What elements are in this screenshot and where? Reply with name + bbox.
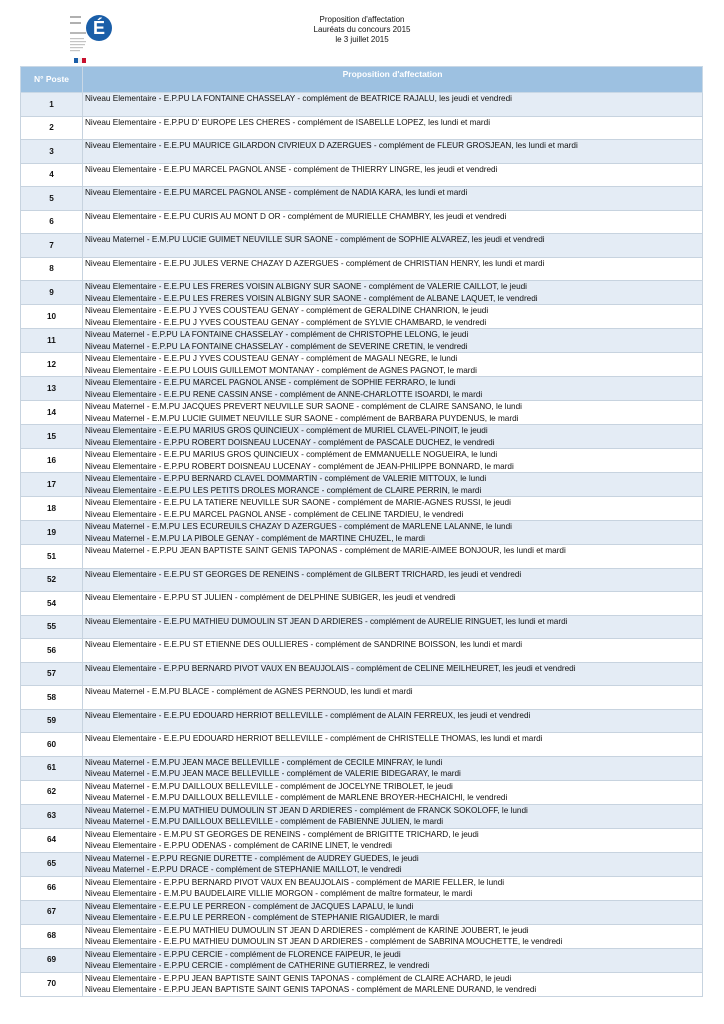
poste-number: 70 (21, 972, 83, 996)
proposition-line: Niveau Elementaire - E.M.PU ST GEORGES DE RENEINS - complément de BRIGITTE TRICHARD, le jeudi (85, 829, 479, 839)
proposition-line: Niveau Elementaire - E.E.PU MARCEL PAGNOL ANSE - complément de SOPHIE FERRARO, le lundi (85, 378, 456, 387)
table-row (21, 281, 703, 305)
proposition-cell (83, 353, 703, 377)
poste-number: 64 (21, 828, 83, 852)
table-row (21, 449, 703, 473)
proposition-line: Niveau Elementaire - E.E.PU RENE CASSIN ANSE - complément de ANNE-CHARLOTTE ISOARDI, le mardi (85, 389, 483, 399)
proposition-line: Niveau Elementaire - E.E.PU MATHIEU DUMOULIN ST JEAN D ARDIERES - complément de AURELIE RINGUET, les lundi et mardi (85, 616, 568, 626)
poste-number: 56 (21, 639, 83, 663)
poste-number: 3 (21, 140, 83, 164)
proposition-line: Niveau Elementaire - E.P.PU BERNARD CLAVEL DOMMARTIN - complément de VALERIE MITTOUX, le lundi (85, 474, 487, 483)
proposition-cell (83, 568, 703, 592)
document-header (0, 15, 724, 45)
table-row (21, 733, 703, 757)
proposition-line: Niveau Elementaire - E.E.PU ST GEORGES DE RENEINS - complément de GILBERT TRICHARD, les jeudi et vendredi (85, 569, 522, 579)
table-row (21, 615, 703, 639)
proposition-cell (83, 852, 703, 876)
proposition-line: Niveau Elementaire - E.E.PU MARCEL PAGNOL ANSE - complément de THIERRY LINGRE, les jeudi et vendredi (85, 164, 498, 174)
proposition-line: Niveau Elementaire - E.P.PU JEAN BAPTISTE SAINT GENIS TAPONAS - complément de MARLENE DURAND, le vendredi (85, 985, 537, 994)
proposition-line: Niveau Elementaire - E.E.PU LES FRERES VOISIN ALBIGNY SUR SAONE - complément de VALERIE CAILLOT, le jeudi (85, 282, 527, 291)
proposition-line: Niveau Maternel - E.P.PU LA FONTAINE CHASSELAY - complément de CHRISTOPHE LELONG, le jeudi (85, 330, 469, 339)
poste-number: 65 (21, 852, 83, 876)
table-row (21, 497, 703, 521)
poste-number: 17 (21, 473, 83, 497)
column-header-num-poste: N° Poste (21, 67, 83, 93)
proposition-cell (83, 210, 703, 234)
document-date: le 3 juillet 2015 (335, 35, 389, 44)
proposition-cell (83, 639, 703, 663)
table-row (21, 924, 703, 948)
poste-number: 8 (21, 257, 83, 281)
poste-number: 62 (21, 780, 83, 804)
table-row (21, 353, 703, 377)
poste-number: 6 (21, 210, 83, 234)
table-row (21, 473, 703, 497)
proposition-cell (83, 828, 703, 852)
poste-number: 15 (21, 425, 83, 449)
proposition-line: Niveau Elementaire - E.E.PU LA TATIERE NEUVILLE SUR SAONE - complément de MARIE-AGNES RUSSI, le jeudi (85, 498, 511, 507)
proposition-line: Niveau Elementaire - E.E.PU J YVES COUSTEAU GENAY - complément de MAGALI NEGRE, le lundi (85, 354, 458, 363)
table-row (21, 257, 703, 281)
proposition-cell (83, 545, 703, 569)
proposition-line: Niveau Elementaire - E.E.PU EDOUARD HERRIOT BELLEVILLE - complément de CHRISTELLE THOMAS, les lundi et mardi (85, 734, 543, 743)
proposition-line: Niveau Maternel - E.M.PU DAILLOUX BELLEVILLE - complément de MARLENE BROYER-HECHAICHI, le vendredi (85, 793, 508, 802)
poste-number: 60 (21, 733, 83, 757)
poste-number: 58 (21, 686, 83, 710)
document-subtitle: Lauréats du concours 2015 (313, 25, 411, 34)
table-row (21, 187, 703, 211)
proposition-cell (83, 140, 703, 164)
document-title: Proposition d'affectation (319, 15, 405, 24)
table-row (21, 377, 703, 401)
proposition-line: Niveau Elementaire - E.E.PU ST ETIENNE DES OULLIERES - complément de SANDRINE BOISSON, les lundi et mardi (85, 640, 523, 649)
proposition-line: Niveau Elementaire - E.P.PU ST JULIEN - complément de DELPHINE SUBIGER, les jeudi et vendredi (85, 593, 456, 602)
proposition-cell (83, 900, 703, 924)
proposition-line: Niveau Elementaire - E.E.PU LOUIS GUILLEMOT MONTANAY - complément de AGNES PAGNOT, le mardi (85, 365, 477, 375)
table-row (21, 639, 703, 663)
proposition-line: Niveau Elementaire - E.M.PU BAUDELAIRE VILLIE MORGON - complément de maître formateur, le mardi (85, 889, 473, 898)
proposition-line: Niveau Maternel - E.M.PU LUCIE GUIMET NEUVILLE SUR SAONE - complément de SOPHIE ALVAREZ, les jeudi et vendredi (85, 235, 545, 244)
proposition-line: Niveau Elementaire - E.E.PU J YVES COUSTEAU GENAY - complément de SYLVIE CHAMBARD, le vendredi (85, 317, 487, 327)
proposition-cell (83, 686, 703, 710)
table-row (21, 900, 703, 924)
table-row (21, 234, 703, 258)
proposition-line: Niveau Elementaire - E.E.PU CURIS AU MONT D OR - complément de MURIELLE CHAMBRY, les jeudi et vendredi (85, 211, 507, 221)
proposition-cell (83, 234, 703, 258)
proposition-line: Niveau Elementaire - E.E.PU MATHIEU DUMOULIN ST JEAN D ARDIERES - complément de KARINE JOUBERT, le jeudi (85, 925, 529, 935)
proposition-cell (83, 449, 703, 473)
table-row (21, 329, 703, 353)
proposition-line: Niveau Elementaire - E.E.PU JULES VERNE CHAZAY D AZERGUES - complément de CHRISTIAN HENRY, les lundi et mardi (85, 258, 545, 268)
poste-number: 55 (21, 615, 83, 639)
poste-number: 51 (21, 545, 83, 569)
table-row (21, 756, 703, 780)
table-row (21, 828, 703, 852)
poste-number: 16 (21, 449, 83, 473)
proposition-cell (83, 329, 703, 353)
proposition-cell (83, 733, 703, 757)
proposition-line: Niveau Elementaire - E.P.PU LA FONTAINE CHASSELAY - complément de BEATRICE RAJALU, les jeudi et vendredi (85, 94, 512, 103)
proposition-cell (83, 804, 703, 828)
proposition-line: Niveau Elementaire - E.P.PU D' EUROPE LES CHERES - complément de ISABELLE LOPEZ, les lundi et mardi (85, 117, 491, 127)
proposition-line: Niveau Elementaire - E.E.PU MARCEL PAGNOL ANSE - complément de NADIA KARA, les lundi et mardi (85, 188, 468, 197)
proposition-line: Niveau Maternel - E.M.PU DAILLOUX BELLEVILLE - complément de JOCELYNE TRIBOLET, le jeudi (85, 781, 453, 791)
proposition-line: Niveau Elementaire - E.E.PU MARCEL PAGNOL ANSE - complément de CELINE TARDIEU, le vendredi (85, 509, 464, 519)
proposition-cell (83, 281, 703, 305)
poste-number: 4 (21, 163, 83, 187)
table-row (21, 780, 703, 804)
table-row (21, 852, 703, 876)
proposition-line: Niveau Elementaire - E.E.PU EDOUARD HERRIOT BELLEVILLE - complément de ALAIN FERREUX, les jeudi et vendredi (85, 710, 531, 720)
proposition-cell (83, 521, 703, 545)
poste-number: 1 (21, 93, 83, 117)
table-row (21, 545, 703, 569)
table-row (21, 210, 703, 234)
proposition-cell (83, 93, 703, 117)
proposition-line: Niveau Elementaire - E.E.PU LES PETITS DROLES MORANCE - complément de CLAIRE PERRIN, le mardi (85, 485, 482, 495)
proposition-cell (83, 709, 703, 733)
svg-text:É: É (92, 18, 106, 38)
table-row (21, 686, 703, 710)
poste-number: 68 (21, 924, 83, 948)
proposition-line: Niveau Maternel - E.M.PU MATHIEU DUMOULIN ST JEAN D ARDIERES - complément de FRANCK SOKOLOFF, le lundi (85, 805, 528, 815)
proposition-line: Niveau Elementaire - E.P.PU JEAN BAPTISTE SAINT GENIS TAPONAS - complément de CLAIRE ACHARD, le jeudi (85, 973, 512, 983)
proposition-line: Niveau Maternel - E.M.PU LA PIBOLE GENAY - complément de MARTINE CHUZEL, le mardi (85, 533, 425, 543)
table-row (21, 948, 703, 972)
proposition-cell (83, 163, 703, 187)
proposition-cell (83, 257, 703, 281)
proposition-line: Niveau Elementaire - E.E.PU J YVES COUSTEAU GENAY - complément de GERALDINE CHANRION, le jeudi (85, 306, 489, 315)
proposition-cell (83, 401, 703, 425)
proposition-line: Niveau Elementaire - E.P.PU BERNARD PIVOT VAUX EN BEAUJOLAIS - complément de MARIE FELLER, le lundi (85, 877, 505, 887)
proposition-line: Niveau Maternel - E.P.PU REGNIE DURETTE - complément de AUDREY GUEDES, le jeudi (85, 853, 419, 863)
proposition-line: Niveau Elementaire - E.P.PU CERCIE - complément de FLORENCE FAIPEUR, le jeudi (85, 949, 401, 959)
proposition-cell (83, 780, 703, 804)
table-row (21, 305, 703, 329)
proposition-line: Niveau Maternel - E.M.PU LES ECUREUILS CHAZAY D AZERGUES - complément de MARLENE LALANNE, le lundi (85, 522, 512, 531)
table-row (21, 592, 703, 616)
poste-number: 57 (21, 662, 83, 686)
poste-number: 67 (21, 900, 83, 924)
proposition-line: Niveau Elementaire - E.E.PU LE PERREON - complément de STEPHANIE RIGAUDIER, le mardi (85, 913, 439, 922)
proposition-cell (83, 972, 703, 996)
poste-number: 14 (21, 401, 83, 425)
proposition-line: Niveau Elementaire - E.E.PU MAURICE GILARDON CIVRIEUX D AZERGUES - complément de FLEUR GROSJEAN, les lundi et mardi (85, 141, 578, 150)
proposition-cell (83, 187, 703, 211)
poste-number: 11 (21, 329, 83, 353)
proposition-line: Niveau Elementaire - E.E.PU MARIUS GROS QUINCIEUX - complément de EMMANUELLE NOGUEIRA, le lundi (85, 450, 498, 459)
proposition-cell (83, 116, 703, 140)
poste-number: 13 (21, 377, 83, 401)
poste-number: 5 (21, 187, 83, 211)
proposition-line: Niveau Maternel - E.P.PU JEAN BAPTISTE SAINT GENIS TAPONAS - complément de MARIE-AIMEE BONJOUR, les lundi et mardi (85, 546, 566, 555)
proposition-line: Niveau Maternel - E.M.PU JACQUES PREVERT NEUVILLE SUR SAONE - complément de CLAIRE SANSANO, le lundi (85, 402, 522, 411)
proposition-cell (83, 876, 703, 900)
poste-number: 12 (21, 353, 83, 377)
table-row (21, 662, 703, 686)
proposition-line: Niveau Elementaire - E.P.PU ROBERT DOISNEAU LUCENAY - complément de JEAN-PHILIPPE BONNARD, le mardi (85, 461, 514, 471)
proposition-cell (83, 592, 703, 616)
table-row (21, 401, 703, 425)
poste-number: 19 (21, 521, 83, 545)
proposition-cell (83, 662, 703, 686)
proposition-cell (83, 948, 703, 972)
proposition-line: Niveau Elementaire - E.P.PU ROBERT DOISNEAU LUCENAY - complément de PASCALE DUCHEZ, le vendredi (85, 437, 495, 447)
table-row (21, 163, 703, 187)
table-row (21, 804, 703, 828)
table-header-row (21, 67, 703, 93)
proposition-line: Niveau Maternel - E.M.PU JEAN MACE BELLEVILLE - complément de VALERIE BIDEGARAY, le mardi (85, 769, 461, 778)
proposition-cell (83, 497, 703, 521)
proposition-cell (83, 615, 703, 639)
table-row (21, 116, 703, 140)
proposition-line: Niveau Maternel - E.M.PU DAILLOUX BELLEVILLE - complément de FABIENNE JULIEN, le mardi (85, 817, 444, 826)
proposition-line: Niveau Elementaire - E.E.PU LES FRERES VOISIN ALBIGNY SUR SAONE - complément de ALBANE LAQUET, le vendredi (85, 293, 538, 303)
table-row (21, 140, 703, 164)
proposition-cell (83, 473, 703, 497)
proposition-line: Niveau Maternel - E.M.PU BLACE - complément de AGNES PERNOUD, les lundi et mardi (85, 687, 413, 696)
poste-number: 18 (21, 497, 83, 521)
proposition-line: Niveau Maternel - E.P.PU LA FONTAINE CHASSELAY - complément de SEVERINE CRETIN, le vendredi (85, 341, 468, 351)
proposition-cell (83, 756, 703, 780)
proposition-line: Niveau Elementaire - E.P.PU BERNARD PIVOT VAUX EN BEAUJOLAIS - complément de CELINE MEILHEURET, les jeudi et vendredi (85, 663, 576, 673)
affectation-table (20, 66, 703, 997)
proposition-line: Niveau Elementaire - E.E.PU LE PERREON - complément de JACQUES LAPALU, le lundi (85, 901, 414, 911)
proposition-line: Niveau Maternel - E.M.PU LUCIE GUIMET NEUVILLE SUR SAONE - complément de BARBARA PUYDENUS, le mardi (85, 413, 519, 423)
table-row (21, 93, 703, 117)
poste-number: 10 (21, 305, 83, 329)
poste-number: 2 (21, 116, 83, 140)
table-row (21, 568, 703, 592)
proposition-line: Niveau Maternel - E.M.PU JEAN MACE BELLEVILLE - complément de CECILE MINFRAY, le lundi (85, 757, 443, 767)
proposition-line: Niveau Elementaire - E.E.PU MATHIEU DUMOULIN ST JEAN D ARDIERES - complément de SABRINA MOUCHETTE, le vendredi (85, 937, 563, 946)
poste-number: 66 (21, 876, 83, 900)
poste-number: 54 (21, 592, 83, 616)
proposition-cell (83, 377, 703, 401)
table-row (21, 709, 703, 733)
proposition-line: Niveau Elementaire - E.P.PU ODENAS - complément de CARINE LINET, le vendredi (85, 841, 393, 850)
proposition-line: Niveau Elementaire - E.P.PU CERCIE - complément de CATHERINE GUTIERREZ, le vendredi (85, 961, 430, 970)
table-row (21, 425, 703, 449)
proposition-line: Niveau Elementaire - E.E.PU MARIUS GROS QUINCIEUX - complément de MURIEL CLAVEL-PINOIT, le jeudi (85, 426, 488, 435)
poste-number: 9 (21, 281, 83, 305)
proposition-line: Niveau Maternel - E.P.PU DRACE - complément de STEPHANIE MAILLOT, le vendredi (85, 865, 402, 874)
poste-number: 52 (21, 568, 83, 592)
column-header-proposition: Proposition d'affectation (83, 67, 703, 93)
poste-number: 59 (21, 709, 83, 733)
table-row (21, 876, 703, 900)
proposition-cell (83, 425, 703, 449)
proposition-cell (83, 924, 703, 948)
poste-number: 63 (21, 804, 83, 828)
poste-number: 69 (21, 948, 83, 972)
table-row (21, 972, 703, 996)
poste-number: 61 (21, 756, 83, 780)
poste-number: 7 (21, 234, 83, 258)
proposition-cell (83, 305, 703, 329)
table-row (21, 521, 703, 545)
